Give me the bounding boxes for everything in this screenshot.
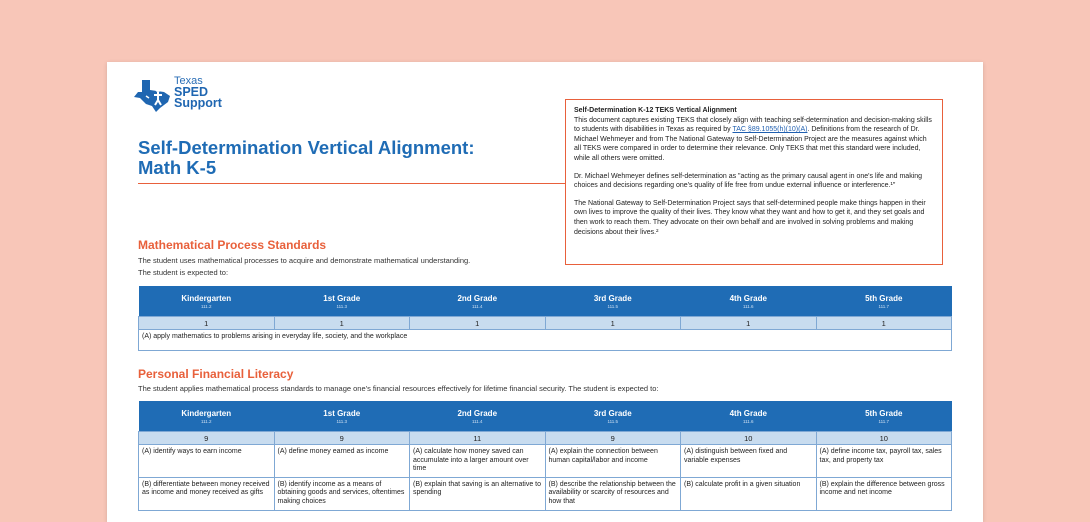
- count-cell: 10: [816, 432, 952, 445]
- count-cell: 1: [410, 317, 546, 330]
- count-cell: 1: [681, 317, 817, 330]
- section-desc-line2: The student is expected to:: [138, 268, 229, 277]
- table-row: [139, 477, 952, 510]
- standard-cell: (B) describe the relationship between the availability or scarcity of resources and how that: [545, 477, 681, 510]
- standard-cell: (B) identify income as a means of obtaining goods and services, oftentimes making choices: [274, 477, 410, 510]
- grade-header-5: 5th Grade 111.7: [816, 286, 952, 317]
- table-row: [139, 330, 952, 351]
- logo-texas-text: Texas: [174, 75, 203, 87]
- grade-header-row: [139, 401, 952, 432]
- logo-sped-text: SPED: [174, 85, 209, 99]
- info-box-paragraph-3: The National Gateway to Self-Determination Project says that self-determined people make things happen in their own lives to improve the quality of their lives. They know what they want and how to get it, and they set goals and then work to reach them. They advocate on their own behalf and are involved in solving problems and making decisions about their lives.²: [574, 199, 926, 236]
- table-row: [139, 445, 952, 478]
- section-title-process-standards: Mathematical Process Standards: [138, 238, 327, 252]
- count-row: [139, 317, 952, 330]
- info-box: [565, 99, 943, 265]
- standard-cell: (A) identify ways to earn income: [139, 445, 275, 478]
- page-title-line2: Math K-5: [138, 157, 217, 178]
- grade-header-k: Kindergarten 111.2: [139, 286, 275, 317]
- section-desc-financial-literacy: The student applies mathematical process standards to manage one's financial resources effectively for lifetime financial security. The student is expected to:: [138, 384, 659, 393]
- count-row: [139, 432, 952, 445]
- count-cell: 1: [545, 317, 681, 330]
- standard-cell: (A) explain the connection between human capital/labor and income: [545, 445, 681, 478]
- count-cell: 9: [545, 432, 681, 445]
- count-cell: 1: [139, 317, 275, 330]
- info-box-heading: Self-Determination K-12 TEKS Vertical Alignment: [574, 107, 737, 114]
- texas-map-icon: [134, 78, 172, 112]
- count-cell: 10: [681, 432, 817, 445]
- grade-header-4: 4th Grade 111.6: [681, 286, 817, 317]
- grade-header-row: [139, 286, 952, 317]
- page-title-line1: Self-Determination Vertical Alignment:: [138, 137, 475, 158]
- section-desc-line1: The student uses mathematical processes to acquire and demonstrate mathematical understanding.: [138, 256, 471, 265]
- count-cell: 9: [274, 432, 410, 445]
- count-cell: 9: [139, 432, 275, 445]
- grade-header-1: 1st Grade 111.3: [274, 286, 410, 317]
- grade-header-1: 1st Grade 111.3: [274, 401, 410, 432]
- grade-header-4: 4th Grade 111.6: [681, 401, 817, 432]
- count-cell: 11: [410, 432, 546, 445]
- standard-cell: (B) explain the difference between gross income and net income: [816, 477, 952, 510]
- grade-header-5: 5th Grade 111.7: [816, 401, 952, 432]
- info-box-paragraph-2: Dr. Michael Wehmeyer defines self-determination as "acting as the primary causal agent in one's life and making choices and decisions regarding one's quality of life free from undue external influence or interference.¹": [574, 172, 923, 190]
- tac-link[interactable]: TAC §89.1055(h)(10)(A): [732, 126, 808, 134]
- grade-header-2: 2nd Grade 111.4: [410, 401, 546, 432]
- grade-header-k: Kindergarten 111.2: [139, 401, 275, 432]
- count-cell: 1: [816, 317, 952, 330]
- grade-header-3: 3rd Grade 111.5: [545, 401, 681, 432]
- financial-literacy-table: [138, 401, 952, 511]
- grade-header-2: 2nd Grade 111.4: [410, 286, 546, 317]
- standard-cell: (B) differentiate between money received as income and money received as gifts: [139, 477, 275, 510]
- document-page: [107, 62, 983, 522]
- texas-sped-support-logo: [134, 76, 244, 116]
- standard-cell: (A) apply mathematics to problems arising in everyday life, society, and the workplace: [139, 330, 952, 351]
- count-cell: 1: [274, 317, 410, 330]
- info-box-p1-text: This document captures existing TEKS that closely align with teaching self-determination and decision-making skills to students with disabilities in Texas as required by: [574, 116, 932, 134]
- page-title: [138, 138, 558, 178]
- standard-cell: (B) calculate profit in a given situation: [681, 477, 817, 510]
- grade-header-3: 3rd Grade 111.5: [545, 286, 681, 317]
- title-divider: [138, 183, 566, 184]
- section-title-financial-literacy: Personal Financial Literacy: [138, 367, 294, 381]
- info-box-paragraph-1: [574, 116, 934, 164]
- info-box-p1-text-end: . Definitions from the research of Dr. Michael Wehmeyer and from The National Gateway to Self-Determination Project are the measures against which all TEKS were compared in order to determine their relevance. Only TEKS that met this standard were included, while all others were omitted.: [574, 126, 927, 162]
- section-desc-process-standards: [138, 255, 470, 279]
- standard-cell: (B) explain that saving is an alternative to spending: [410, 477, 546, 510]
- process-standards-table: [138, 286, 952, 351]
- logo-support-text: Support: [174, 96, 222, 110]
- standard-cell: (A) calculate how money saved can accumulate into a larger amount over time: [410, 445, 546, 478]
- standard-cell: (A) define money earned as income: [274, 445, 410, 478]
- standard-cell: (A) distinguish between fixed and variable expenses: [681, 445, 817, 478]
- standard-cell: (A) define income tax, payroll tax, sales tax, and property tax: [816, 445, 952, 478]
